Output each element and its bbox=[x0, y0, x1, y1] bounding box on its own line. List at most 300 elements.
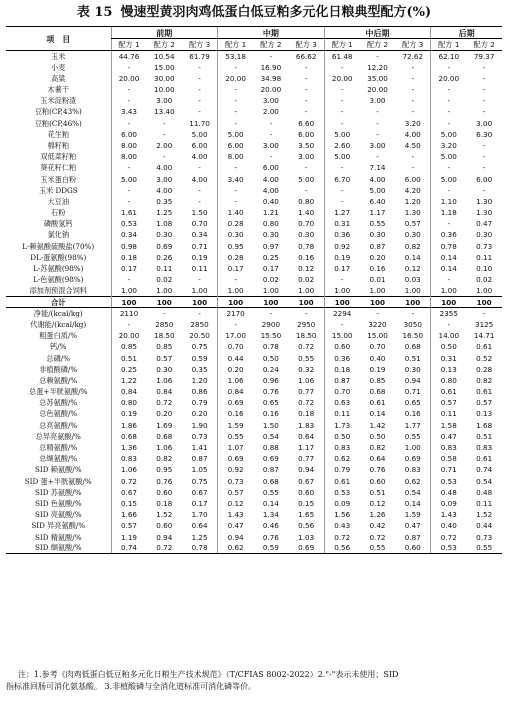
table-cell: 1.30 bbox=[476, 208, 493, 218]
table-cell: 0.12 bbox=[369, 498, 386, 508]
table-cell: 1.68 bbox=[476, 420, 493, 430]
stage-header-late: 后期 bbox=[431, 27, 502, 39]
table-cell: - bbox=[304, 309, 308, 319]
row-label: 高粱 bbox=[51, 73, 66, 83]
table-cell: 0.78 bbox=[262, 342, 279, 352]
table-cell: 0.68 bbox=[111, 431, 147, 442]
table-cell: 1.69 bbox=[156, 420, 173, 430]
table-cell: 5.00 bbox=[431, 151, 467, 162]
table-cell: 1.66 bbox=[111, 509, 147, 520]
row-label: 总异亮氨酸/% bbox=[35, 431, 81, 441]
table-cell: 0.80 bbox=[431, 375, 467, 386]
table-cell: 0.73 bbox=[191, 431, 208, 441]
table-row bbox=[6, 241, 502, 252]
table-cell: 0.55 bbox=[298, 353, 315, 363]
table-cell: 6.00 bbox=[218, 140, 254, 151]
table-cell: 0.47 bbox=[476, 219, 493, 229]
table-cell: 0.13 bbox=[431, 364, 467, 375]
table-cell: 1.50 bbox=[262, 420, 279, 430]
table-cell: 0.09 bbox=[431, 498, 467, 509]
table-cell: - bbox=[411, 96, 415, 106]
table-caption: 慢速型黄羽肉鸡低蛋白低豆粕多元化日粮典型配方(%) bbox=[120, 5, 432, 20]
row-label: L-苏氨酸(98%) bbox=[33, 264, 84, 274]
table-cell: 0.55 bbox=[404, 431, 421, 441]
table-cell: - bbox=[269, 51, 273, 61]
table-cell: 0.83 bbox=[111, 453, 147, 464]
table-cell: 0.11 bbox=[476, 498, 493, 508]
table-cell: 1.00 bbox=[218, 285, 254, 296]
table-cell: 0.96 bbox=[262, 375, 279, 385]
table-cell: - bbox=[431, 106, 467, 117]
table-cell: - bbox=[431, 95, 467, 106]
table-cell: - bbox=[111, 84, 147, 95]
table-row bbox=[6, 196, 502, 207]
table-row bbox=[6, 73, 502, 84]
table-cell: 0.92 bbox=[324, 241, 360, 252]
table-cell: 3.00 bbox=[156, 174, 173, 184]
item-header: 项 目 bbox=[6, 27, 111, 51]
table-cell: - bbox=[198, 163, 201, 173]
note-line-1: 注：1.参考《肉鸡低蛋白低豆粕多元化日粮生产技术规范》（T/CFIAS 8002-2022）2."-"表示未使用；SID bbox=[18, 670, 399, 679]
table-cell: - bbox=[163, 309, 166, 319]
table-cell: 0.62 bbox=[218, 543, 254, 554]
table-cell: 0.62 bbox=[404, 476, 421, 486]
table-cell: 6.00 bbox=[476, 174, 493, 184]
table-cell: 1.17 bbox=[298, 443, 315, 453]
table-cell: 0.51 bbox=[111, 353, 147, 364]
table-cell: - bbox=[198, 275, 201, 285]
table-cell: 0.15 bbox=[298, 498, 315, 508]
table-row bbox=[6, 476, 502, 487]
table-row bbox=[6, 386, 502, 397]
table-cell: 0.80 bbox=[298, 196, 315, 206]
table-cell: 0.25 bbox=[111, 364, 147, 375]
row-label: 葵花籽仁粕 bbox=[40, 163, 77, 173]
table-cell: 1.07 bbox=[218, 442, 254, 453]
table-cell: 5.00 bbox=[431, 129, 467, 140]
table-cell: 0.72 bbox=[324, 532, 360, 543]
table-cell: 1.05 bbox=[191, 465, 208, 475]
stage-header-middle: 中期 bbox=[218, 27, 325, 39]
table-row bbox=[6, 330, 502, 341]
table-row bbox=[6, 185, 502, 196]
table-cell: 4.00 bbox=[191, 174, 208, 184]
table-cell: 5.00 bbox=[324, 151, 360, 162]
table-cell: 0.28 bbox=[476, 364, 493, 374]
table-cell: 0.30 bbox=[369, 230, 386, 240]
table-cell: - bbox=[482, 309, 486, 319]
table-cell: 1.52 bbox=[476, 510, 493, 520]
row-label: 木薯干 bbox=[47, 85, 70, 95]
table-cell: 0.36 bbox=[431, 230, 467, 241]
table-cell: 0.58 bbox=[431, 453, 467, 464]
table-cell: 0.28 bbox=[218, 218, 254, 229]
table-cell: 1.00 bbox=[369, 286, 386, 296]
table-cell: - bbox=[198, 85, 201, 95]
table-cell: 1.25 bbox=[191, 532, 208, 542]
row-label: SID 蛋+半胱氨酸/% bbox=[24, 476, 92, 486]
table-cell: 0.14 bbox=[404, 498, 421, 508]
table-cell: - bbox=[198, 73, 201, 83]
table-cell: 0.69 bbox=[218, 453, 254, 464]
table-cell: 0.85 bbox=[369, 375, 386, 385]
table-cell: 3.00 bbox=[298, 152, 315, 162]
table-cell: 6.00 bbox=[404, 174, 421, 184]
table-cell: - bbox=[411, 107, 415, 117]
table-cell: 1.50 bbox=[191, 208, 208, 218]
formula-header: 配方 2 bbox=[466, 39, 502, 51]
table-cell: 0.16 bbox=[404, 409, 421, 419]
table-cell: - bbox=[111, 118, 147, 129]
table-row bbox=[6, 162, 502, 173]
table-cell: 1.43 bbox=[218, 509, 254, 520]
table-cell: - bbox=[218, 118, 254, 129]
table-cell: 0.34 bbox=[111, 230, 147, 241]
table-cell: 1.86 bbox=[111, 420, 147, 431]
table-cell: 35.00 bbox=[367, 73, 388, 83]
table-cell: - bbox=[324, 185, 360, 196]
table-cell: 0.30 bbox=[404, 364, 421, 374]
table-cell: 0.19 bbox=[191, 252, 208, 262]
table-cell: - bbox=[411, 152, 415, 162]
table-cell: 0.50 bbox=[431, 341, 467, 352]
table-cell: 0.50 bbox=[369, 431, 386, 441]
table-cell: 0.35 bbox=[156, 196, 173, 206]
table-cell: 0.97 bbox=[262, 241, 279, 251]
table-cell: 5.00 bbox=[111, 174, 147, 185]
table-cell: - bbox=[163, 118, 166, 128]
table-cell: 14.71 bbox=[473, 331, 495, 341]
table-cell: 0.16 bbox=[298, 252, 315, 262]
table-cell: 6.30 bbox=[476, 129, 493, 139]
row-label: 石粉 bbox=[51, 208, 66, 218]
row-label: 玉米 bbox=[51, 51, 66, 61]
table-cell: 1.36 bbox=[111, 442, 147, 453]
table-cell: 3220 bbox=[368, 319, 387, 329]
table-cell: 0.76 bbox=[262, 532, 279, 542]
row-label: 豆粕(CP,46%) bbox=[34, 118, 82, 128]
table-cell: 0.94 bbox=[156, 532, 173, 542]
table-cell: 72.62 bbox=[402, 51, 424, 61]
table-cell: 0.20 bbox=[218, 364, 254, 375]
table-cell: 1.30 bbox=[404, 208, 421, 218]
table-cell: - bbox=[111, 274, 147, 285]
table-cell: 0.64 bbox=[369, 454, 386, 464]
table-cell: 6.00 bbox=[298, 129, 315, 139]
table-row bbox=[6, 95, 502, 106]
table-cell: - bbox=[198, 96, 201, 106]
row-label: 总色氨酸/% bbox=[39, 409, 78, 419]
table-cell: - bbox=[304, 62, 308, 72]
table-cell: 0.83 bbox=[324, 442, 360, 453]
table-cell: 100 bbox=[395, 297, 431, 308]
table-row bbox=[6, 274, 502, 285]
table-cell: 2.00 bbox=[262, 107, 279, 117]
table-cell: - bbox=[482, 163, 486, 173]
row-label: 钙/% bbox=[50, 342, 67, 352]
table-cell: 100 bbox=[466, 297, 502, 308]
table-cell: 1.59 bbox=[404, 510, 421, 520]
table-cell: - bbox=[376, 51, 379, 61]
table-cell: 0.98 bbox=[111, 241, 147, 252]
table-cell: 0.31 bbox=[324, 218, 360, 229]
table-cell: 1.90 bbox=[191, 420, 208, 430]
table-cell: - bbox=[163, 152, 166, 162]
table-cell: - bbox=[218, 319, 254, 330]
table-cell: - bbox=[163, 129, 166, 139]
table-cell: 15.00 bbox=[367, 331, 388, 341]
table-cell: 5.00 bbox=[324, 129, 360, 140]
table-cell: 100 bbox=[360, 297, 396, 308]
table-cell: 0.71 bbox=[431, 464, 467, 475]
table-cell: 12.20 bbox=[367, 62, 388, 72]
table-cell: 0.15 bbox=[111, 498, 147, 509]
table-cell: - bbox=[431, 218, 467, 229]
table-cell: 0.61 bbox=[369, 398, 386, 408]
table-cell: 1.73 bbox=[324, 420, 360, 431]
table-cell: 0.70 bbox=[218, 341, 254, 352]
table-cell: - bbox=[324, 62, 360, 73]
table-cell: - bbox=[304, 163, 308, 173]
table-cell: 5.00 bbox=[191, 129, 208, 139]
table-cell: - bbox=[218, 84, 254, 95]
table-row bbox=[6, 409, 502, 420]
formula-header: 配方 1 bbox=[111, 39, 147, 51]
table-cell: 0.50 bbox=[262, 353, 279, 363]
table-row bbox=[6, 308, 502, 319]
table-row bbox=[6, 464, 502, 475]
table-cell: 5.00 bbox=[298, 174, 315, 184]
table-cell: 11.70 bbox=[189, 118, 210, 128]
table-cell: - bbox=[324, 84, 360, 95]
table-cell: 0.61 bbox=[476, 342, 493, 352]
table-cell: - bbox=[376, 309, 379, 319]
table-cell: 1.03 bbox=[298, 532, 315, 542]
table-cell: 0.32 bbox=[298, 364, 315, 374]
table-row bbox=[6, 51, 502, 62]
table-cell: - bbox=[269, 129, 273, 139]
formula-header: 配方 2 bbox=[253, 39, 289, 51]
table-cell: - bbox=[411, 85, 415, 95]
table-cell: 0.26 bbox=[156, 252, 173, 262]
table-cell: 0.57 bbox=[111, 520, 147, 531]
table-cell: 0.17 bbox=[262, 264, 279, 274]
table-row bbox=[6, 106, 502, 117]
table-cell: - bbox=[218, 62, 254, 73]
table-cell: 0.63 bbox=[324, 397, 360, 408]
table-cell: 2294 bbox=[324, 308, 360, 319]
table-cell: - bbox=[324, 118, 360, 129]
table-cell: 0.87 bbox=[191, 454, 208, 464]
table-cell: 0.18 bbox=[298, 409, 315, 419]
table-cell: 20.50 bbox=[189, 331, 210, 341]
table-cell: - bbox=[431, 84, 467, 95]
table-cell: 1.06 bbox=[111, 464, 147, 475]
table-cell: 1.52 bbox=[156, 510, 173, 520]
table-cell: 6.60 bbox=[298, 118, 315, 128]
table-cell: - bbox=[411, 73, 415, 83]
table-cell: 4.50 bbox=[404, 140, 421, 150]
table-cell: 1.22 bbox=[111, 375, 147, 386]
table-cell: 0.11 bbox=[431, 409, 467, 420]
table-cell: 1.19 bbox=[111, 532, 147, 543]
table-cell: 79.37 bbox=[473, 51, 495, 61]
row-label: L-赖氨酸硫酸盐(70%) bbox=[22, 241, 95, 251]
table-cell: 20.00 bbox=[431, 73, 467, 84]
table-cell: - bbox=[218, 274, 254, 285]
table-cell: 100 bbox=[431, 297, 467, 308]
table-cell: 0.25 bbox=[262, 252, 279, 262]
table-cell: 0.11 bbox=[156, 264, 173, 274]
table-cell: 1.61 bbox=[111, 207, 147, 218]
table-cell: - bbox=[411, 163, 415, 173]
table-cell: 0.20 bbox=[156, 409, 173, 419]
table-cell: - bbox=[218, 95, 254, 106]
table-cell: 1.65 bbox=[298, 510, 315, 520]
table-note bbox=[6, 669, 502, 693]
table-cell: 20.00 bbox=[111, 73, 147, 84]
table-cell: 2850 bbox=[190, 319, 209, 329]
table-cell: 0.87 bbox=[262, 465, 279, 475]
table-cell: 1.27 bbox=[324, 207, 360, 218]
table-cell: 6.40 bbox=[369, 196, 386, 206]
table-cell: 3.00 bbox=[262, 96, 279, 106]
table-row bbox=[6, 420, 502, 431]
table-cell: 2950 bbox=[297, 319, 316, 329]
table-cell: 0.59 bbox=[253, 543, 289, 554]
table-cell: 2355 bbox=[431, 308, 467, 319]
table-row bbox=[6, 230, 502, 241]
table-cell: 7.14 bbox=[369, 163, 386, 173]
table-cell: 0.52 bbox=[476, 353, 493, 363]
table-cell: 0.70 bbox=[191, 219, 208, 229]
table-cell: 0.65 bbox=[404, 398, 421, 408]
table-cell: 0.61 bbox=[476, 454, 493, 464]
table-cell: 1.06 bbox=[156, 443, 173, 453]
table-cell: 0.19 bbox=[324, 252, 360, 263]
table-cell: 1.00 bbox=[262, 286, 279, 296]
table-cell: 3.20 bbox=[404, 118, 421, 128]
table-cell: 0.73 bbox=[218, 476, 254, 487]
table-cell: 0.30 bbox=[262, 230, 279, 240]
formula-header: 配方 1 bbox=[431, 39, 467, 51]
table-row bbox=[6, 174, 502, 185]
row-label: 双低菜籽粕 bbox=[40, 152, 77, 162]
table-cell: 0.51 bbox=[476, 431, 493, 441]
table-cell: 2170 bbox=[218, 308, 254, 319]
table-cell: - bbox=[411, 62, 415, 72]
row-label: 氯化钠 bbox=[47, 230, 70, 240]
row-label: 总苏氨酸/% bbox=[39, 398, 78, 408]
table-cell: 0.94 bbox=[218, 532, 254, 543]
table-cell: 0.02 bbox=[156, 275, 173, 285]
table-cell: - bbox=[218, 106, 254, 117]
row-label: 小麦 bbox=[51, 62, 66, 72]
table-cell: 0.47 bbox=[404, 521, 421, 531]
table-cell: 1.77 bbox=[404, 420, 421, 430]
table-cell: 0.94 bbox=[298, 465, 315, 475]
table-cell: 1.40 bbox=[298, 208, 315, 218]
table-cell: 3.40 bbox=[218, 174, 254, 185]
table-cell: - bbox=[431, 118, 467, 129]
table-cell: 0.17 bbox=[324, 263, 360, 274]
table-cell: 1.00 bbox=[111, 285, 147, 296]
table-cell: 0.69 bbox=[289, 543, 325, 554]
row-label: SID 色氨酸/% bbox=[34, 498, 82, 508]
table-cell: 0.73 bbox=[476, 241, 493, 251]
table-cell: 3.50 bbox=[298, 140, 315, 150]
table-cell: 0.57 bbox=[431, 397, 467, 408]
table-cell: 20.00 bbox=[324, 73, 360, 84]
table-cell: 0.53 bbox=[431, 476, 467, 487]
table-cell: 4.00 bbox=[262, 174, 279, 184]
formula-header: 配方 3 bbox=[395, 39, 431, 51]
table-cell: 0.18 bbox=[324, 364, 360, 375]
table-cell: 0.71 bbox=[191, 241, 208, 251]
table-cell: 0.09 bbox=[324, 498, 360, 509]
formula-header: 配方 3 bbox=[182, 39, 218, 51]
table-cell: 0.69 bbox=[262, 454, 279, 464]
table-cell: 0.95 bbox=[156, 465, 173, 475]
table-cell: 0.86 bbox=[191, 387, 208, 397]
table-cell: 4.20 bbox=[404, 185, 421, 195]
table-cell: 0.20 bbox=[191, 409, 208, 419]
stage-header-mid-late: 中后期 bbox=[324, 27, 431, 39]
table-row bbox=[6, 442, 502, 453]
table-row bbox=[6, 532, 502, 543]
table-cell: 0.12 bbox=[218, 498, 254, 509]
table-cell: 0.60 bbox=[156, 487, 173, 497]
table-cell: - bbox=[411, 309, 415, 319]
table-cell: 0.82 bbox=[369, 443, 386, 453]
row-label: 添加剂预混合饲料 bbox=[29, 286, 87, 296]
table-cell: 0.54 bbox=[476, 476, 493, 486]
row-label: SID 缬氨酸/% bbox=[6, 543, 111, 554]
table-cell: 0.78 bbox=[298, 241, 315, 251]
table-cell: 10.00 bbox=[154, 85, 175, 95]
table-cell: 8.00 bbox=[111, 151, 147, 162]
table-cell: 2.00 bbox=[156, 140, 173, 150]
table-cell: 1.42 bbox=[369, 420, 386, 430]
table-cell: - bbox=[269, 152, 273, 162]
table-cell: 0.44 bbox=[476, 521, 493, 531]
table-cell: - bbox=[376, 129, 379, 139]
table-cell: 0.72 bbox=[298, 398, 315, 408]
table-cell: - bbox=[482, 152, 486, 162]
formula-header: 配方 1 bbox=[324, 39, 360, 51]
formula-header: 配方 3 bbox=[289, 39, 325, 51]
table-cell: 0.48 bbox=[431, 487, 467, 498]
table-cell: 0.64 bbox=[298, 431, 315, 441]
table-cell: 0.79 bbox=[324, 464, 360, 475]
table-cell: 100 bbox=[289, 297, 325, 308]
table-cell: 1.06 bbox=[298, 375, 315, 385]
table-cell: 1.59 bbox=[218, 420, 254, 431]
table-cell: - bbox=[269, 118, 273, 128]
table-cell: 1.00 bbox=[431, 285, 467, 296]
table-cell: - bbox=[482, 85, 486, 95]
row-label: SID 异亮氨酸/% bbox=[31, 521, 86, 531]
table-row bbox=[6, 431, 502, 442]
table-cell: 5.00 bbox=[369, 185, 386, 195]
table-cell: 1.30 bbox=[476, 196, 493, 206]
table-cell: 1.00 bbox=[404, 286, 421, 296]
table-cell: - bbox=[218, 185, 254, 196]
table-cell: 1.83 bbox=[298, 420, 315, 430]
table-cell: - bbox=[198, 196, 201, 206]
row-label: 总精氨酸/% bbox=[39, 443, 78, 453]
table-cell: 0.24 bbox=[262, 364, 279, 374]
